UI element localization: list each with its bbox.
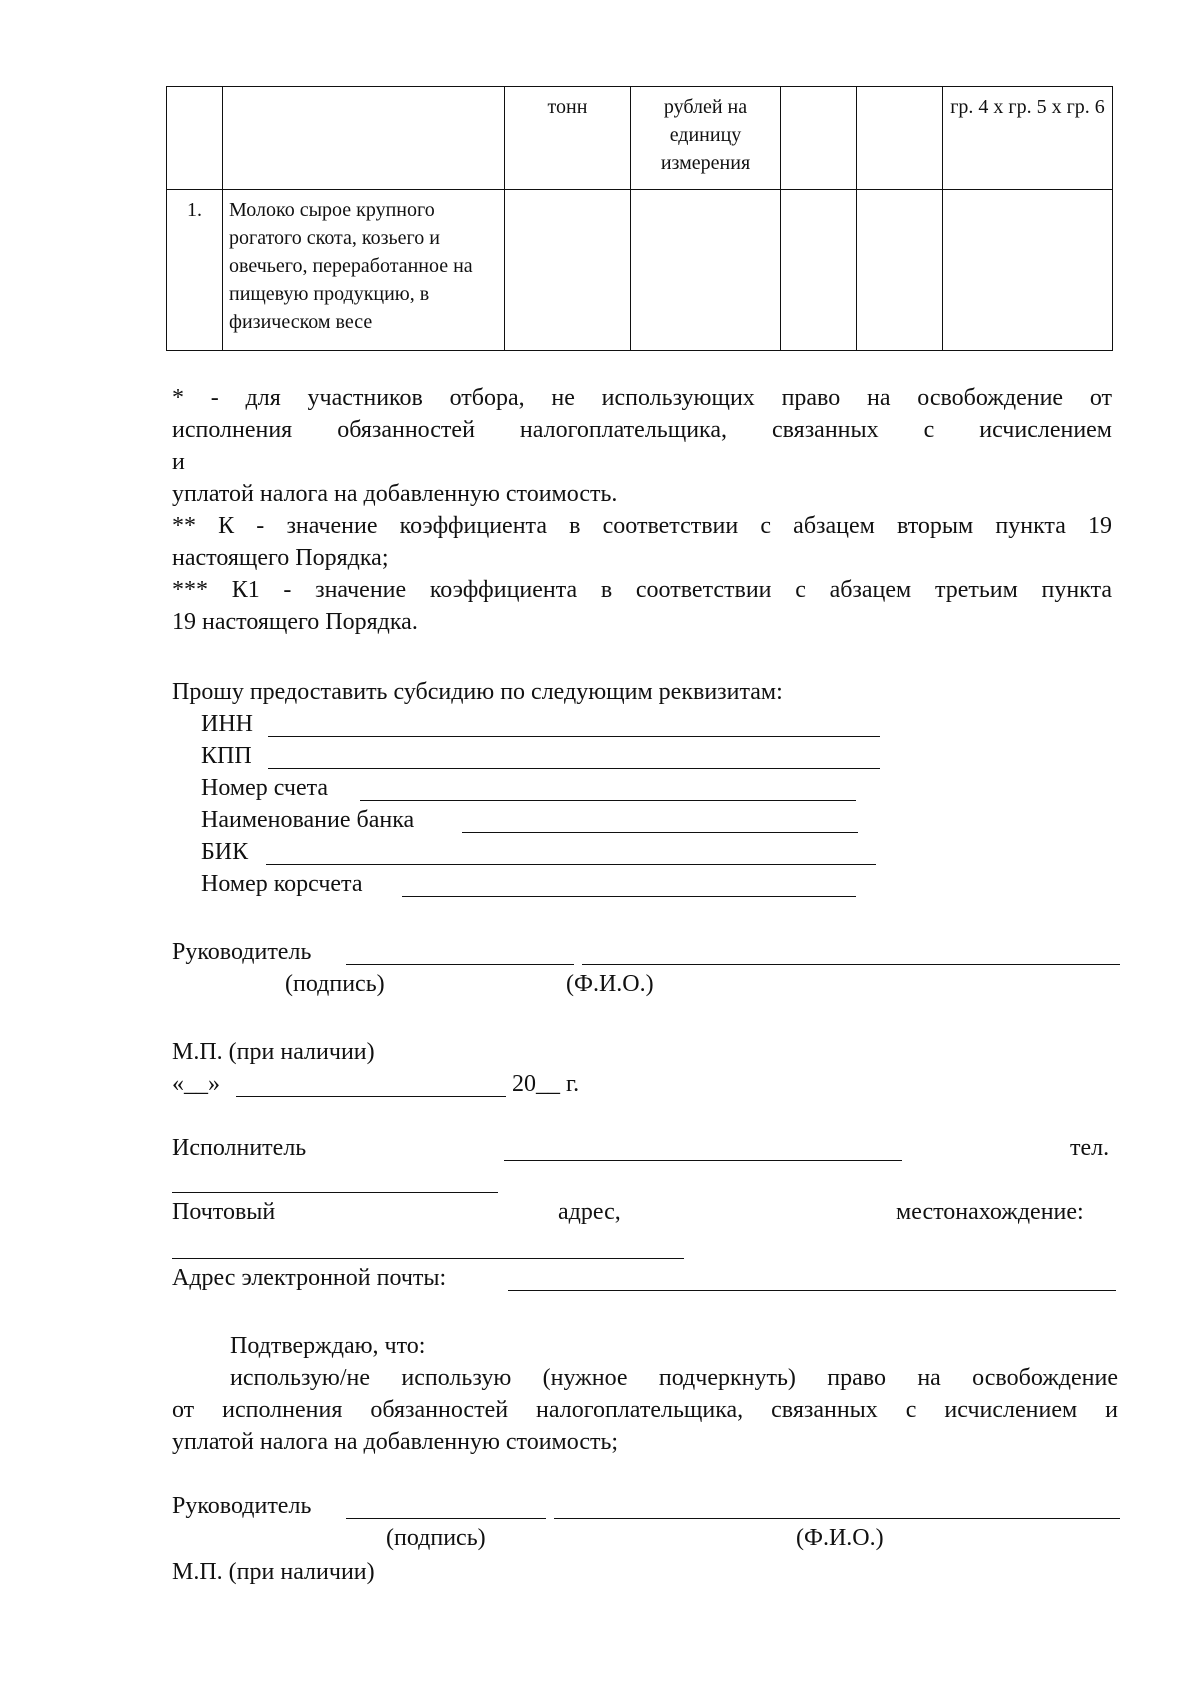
- postal-address-field[interactable]: [172, 1258, 684, 1259]
- head-label: Руководитель: [172, 939, 312, 965]
- row-rate: [631, 190, 781, 351]
- row-k: [781, 190, 857, 351]
- kpp-field[interactable]: [268, 768, 880, 769]
- table-header-row: [167, 87, 1113, 190]
- email-label: Адрес электронной почты:: [172, 1265, 447, 1291]
- inn-label: ИНН: [201, 711, 253, 737]
- corr-account-label: Номер корсчета: [201, 871, 363, 897]
- table-row: [167, 190, 1113, 351]
- bank-field[interactable]: [462, 832, 858, 833]
- footnote-3-line-1: *** К1 - значение коэффициента в соответствии с абзацем третьим пункта: [172, 577, 1112, 603]
- confirm-line-1: использую/не использую (нужное подчеркнуть) право на освобождение: [230, 1365, 1118, 1391]
- postal-label-3: местонахождение:: [896, 1199, 1084, 1225]
- postal-label-2: адрес,: [558, 1199, 621, 1225]
- head-signature-field-2[interactable]: [346, 1518, 546, 1519]
- footnote-1-line-1: * - для участников отбора, не использующих право на освобождение от: [172, 385, 1112, 411]
- date-month-field[interactable]: [236, 1096, 506, 1097]
- bik-label: БИК: [201, 839, 249, 865]
- executor-label: Исполнитель: [172, 1135, 307, 1161]
- signature-caption: (подпись): [285, 971, 385, 997]
- bik-field[interactable]: [266, 864, 876, 865]
- row-number: 1.: [167, 190, 223, 351]
- footnote-2-line-1: ** К - значение коэффициента в соответствии с абзацем вторым пункта 19: [172, 513, 1112, 539]
- footnote-1-line-2: исполнения обязанностей налогоплательщика, связанных с исчислением: [172, 417, 1112, 443]
- row-tons: [505, 190, 631, 351]
- kpp-label: КПП: [201, 743, 252, 769]
- date-quote: «__»: [172, 1071, 220, 1097]
- fio-caption: (Ф.И.О.): [566, 971, 654, 997]
- stamp-note: М.П. (при наличии): [172, 1039, 375, 1065]
- fio-caption-2: (Ф.И.О.): [796, 1525, 884, 1551]
- head-signature-field[interactable]: [346, 964, 574, 965]
- header-cell-formula: гр. 4 х гр. 5 х гр. 6: [943, 87, 1113, 190]
- header-cell-k1: [857, 87, 943, 190]
- subsidy-table: [166, 86, 1113, 351]
- header-cell-num: [167, 87, 223, 190]
- confirm-title: Подтверждаю, что:: [230, 1333, 426, 1359]
- row-product-name: Молоко сырое крупного рогатого скота, козьего и овечьего, переработанное на пищевую продукцию, в физическом весе: [223, 190, 505, 351]
- tel-label: тел.: [1070, 1135, 1110, 1161]
- inn-field[interactable]: [268, 736, 880, 737]
- confirm-line-3: уплатой налога на добавленную стоимость;: [172, 1429, 619, 1455]
- signature-caption-2: (подпись): [386, 1525, 486, 1551]
- requisites-intro: Прошу предоставить субсидию по следующим реквизитам:: [172, 679, 783, 705]
- stamp-note-2: М.П. (при наличии): [172, 1559, 375, 1585]
- bank-label: Наименование банка: [201, 807, 415, 833]
- email-field[interactable]: [508, 1290, 1116, 1291]
- head-label-2: Руководитель: [172, 1493, 312, 1519]
- row-total: [943, 190, 1113, 351]
- footnote-1-line-3: и: [172, 449, 185, 475]
- account-field[interactable]: [360, 800, 856, 801]
- confirm-line-2: от исполнения обязанностей налогоплательщика, связанных с исчислением и: [172, 1397, 1118, 1423]
- header-cell-tons: тонн: [505, 87, 631, 190]
- header-cell-k: [781, 87, 857, 190]
- postal-label-1: Почтовый: [172, 1199, 276, 1225]
- tel-field[interactable]: [172, 1192, 498, 1193]
- footnote-3-line-2: 19 настоящего Порядка.: [172, 609, 418, 635]
- corr-account-field[interactable]: [402, 896, 856, 897]
- head-fio-field-2[interactable]: [554, 1518, 1120, 1519]
- footnote-1-line-4: уплатой налога на добавленную стоимость.: [172, 481, 618, 507]
- executor-field[interactable]: [504, 1160, 902, 1161]
- row-k1: [857, 190, 943, 351]
- header-cell-rate: рублей на единицу измерения: [631, 87, 781, 190]
- date-year: 20__ г.: [512, 1071, 580, 1097]
- head-fio-field[interactable]: [582, 964, 1120, 965]
- footnote-2-line-2: настоящего Порядка;: [172, 545, 389, 571]
- header-cell-name: [223, 87, 505, 190]
- account-label: Номер счета: [201, 775, 329, 801]
